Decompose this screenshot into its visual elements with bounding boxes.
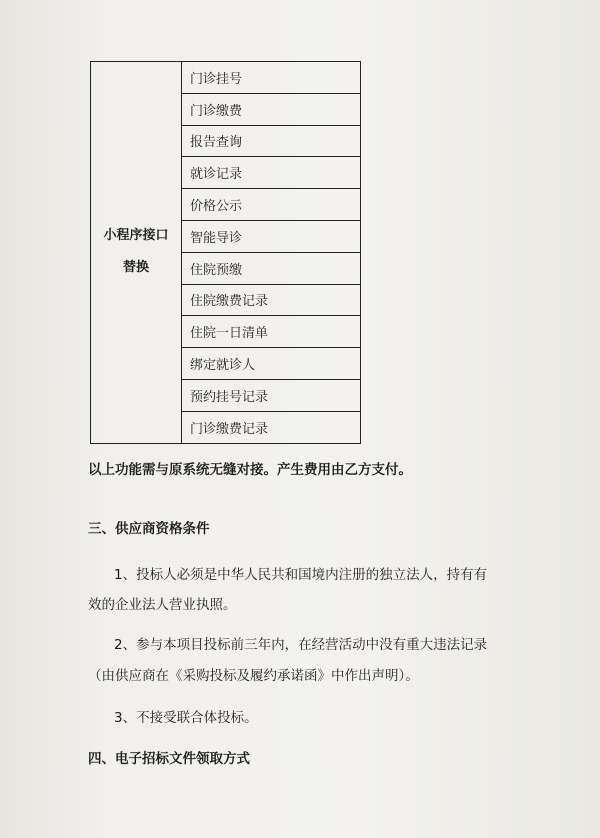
table-cell-item: 住院预缴 — [182, 252, 361, 284]
integration-note: 以上功能需与原系统无缝对接。产生费用由乙方支付。 — [88, 462, 412, 478]
function-table — [90, 61, 361, 444]
table-cell-item: 门诊缴费 — [182, 93, 361, 125]
section3-heading: 三、供应商资格条件 — [88, 521, 210, 537]
table-cell-item: 住院缴费记录 — [182, 284, 361, 316]
section3-item2-line1: 2、参与本项目投标前三年内，在经营活动中没有重大违法记录 — [114, 637, 488, 653]
section3-item2-line2: （由供应商在《采购投标及履约承诺函》中作出声明）。 — [88, 668, 419, 684]
section4-heading: 四、电子招标文件领取方式 — [88, 751, 250, 767]
table-cell-item: 门诊缴费记录 — [182, 411, 361, 443]
table-cell-item: 预约挂号记录 — [182, 379, 361, 411]
table-cell-item: 智能导诊 — [182, 220, 361, 252]
group-label-line1: 小程序接口 — [103, 228, 169, 244]
section3-item1-line2: 效的企业法人营业执照。 — [88, 597, 237, 613]
table-cell-item: 住院一日清单 — [182, 316, 361, 348]
table-row — [91, 62, 361, 94]
table-cell-item: 门诊挂号 — [182, 62, 361, 94]
group-label-cell — [91, 62, 182, 444]
table-cell-item: 就诊记录 — [182, 157, 361, 189]
table-cell-item: 价格公示 — [182, 189, 361, 221]
table-cell-item: 报告查询 — [182, 125, 361, 157]
section3-item3: 3、不接受联合体投标。 — [114, 710, 258, 726]
section3-item1-line1: 1、投标人必须是中华人民共和国境内注册的独立法人，持有有 — [114, 567, 488, 583]
table-cell-item: 绑定就诊人 — [182, 348, 361, 380]
group-label-line2: 替换 — [122, 260, 149, 276]
